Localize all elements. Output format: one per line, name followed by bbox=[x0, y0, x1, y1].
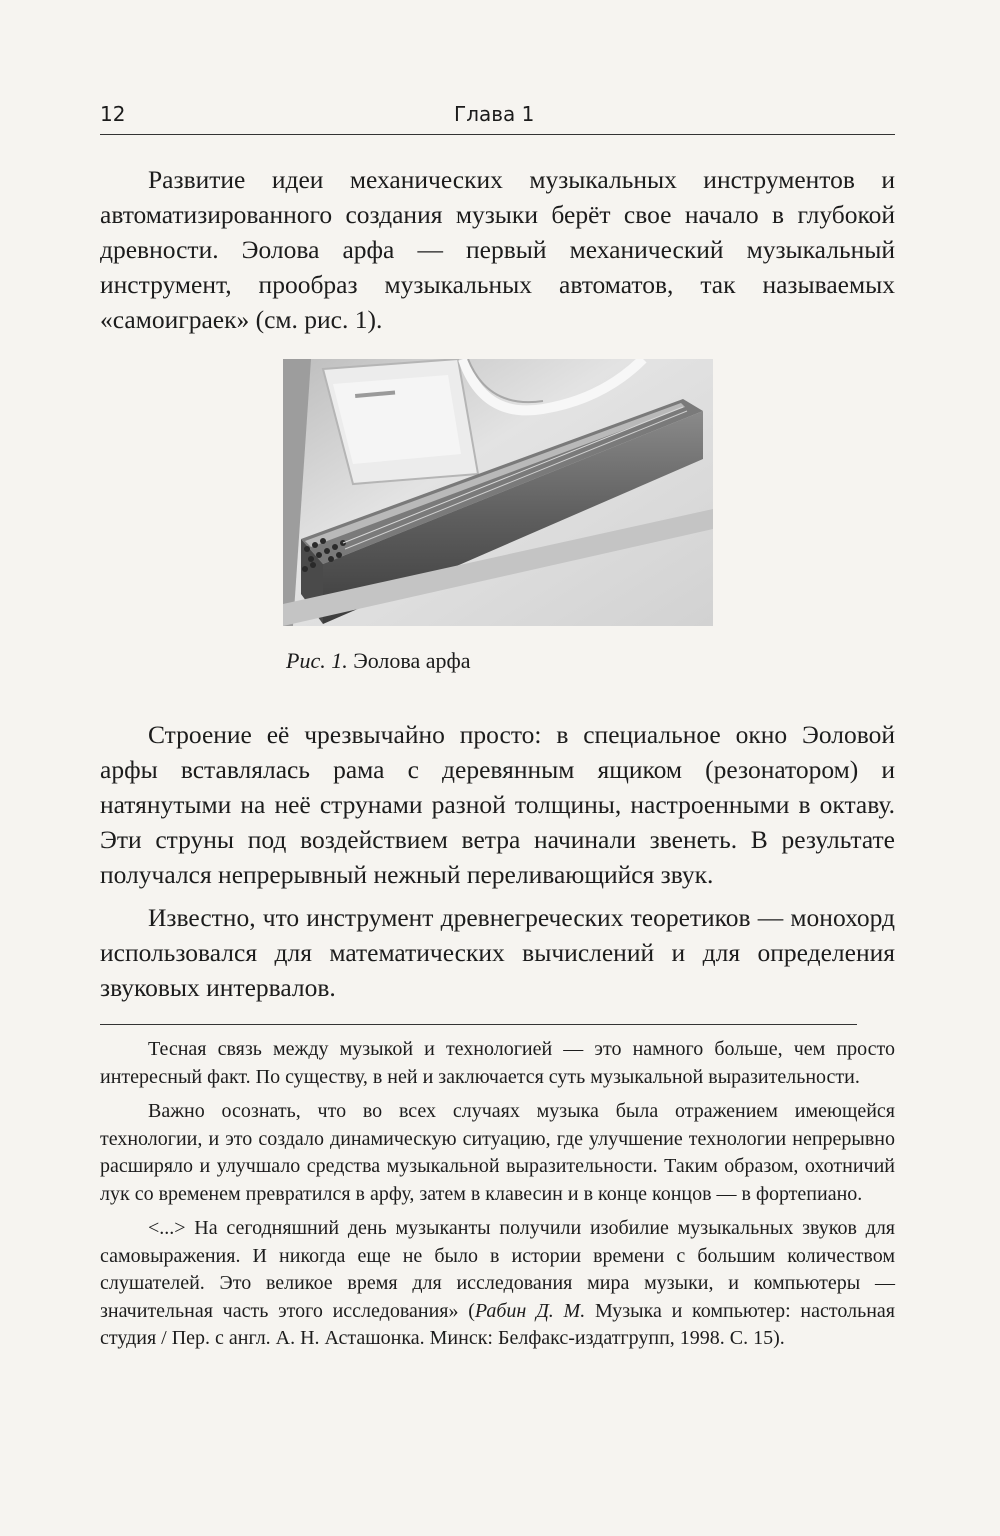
footnote-paragraph-2: Важно осознать, что во всех случаях музыка была отражением имеющейся технологии, и это создало динамическую ситуацию, где улучшение технологии непрерывно расширяло и улучшало средства музыкальной выразительности. Таким образом, охотничий лук со временем превратился в арфу, затем в клавесин и в конце концов — в фортепиано. bbox=[100, 1100, 895, 1205]
figure-caption bbox=[286, 648, 471, 674]
intro-section bbox=[100, 162, 895, 337]
monochord-paragraph: Известно, что инструмент древнегреческих теоретиков — монохорд использовался для математических вычислений и для определения звуковых интервалов. bbox=[100, 903, 895, 1002]
page-header bbox=[100, 100, 895, 135]
citation-author: Рабин Д. М. bbox=[474, 1299, 586, 1322]
harp-structure-paragraph: Строение её чрезвычайно просто: в специальное окно Эоловой арфы вставлялась рама с деревянным ящиком (резонатором) и натянутыми на неё струнами разной толщины, настроенными в октаву. Эти струны под воздействием ветра начинали звенеть. В результате получался непрерывный нежный переливающийся звук. bbox=[100, 720, 895, 889]
citation-details: Музыка и компьютер: настольная студия / Пер. с англ. А. Н. Асташонка. Минск: Белфакс-издатгрупп, 1998. С. 15). bbox=[100, 1299, 895, 1349]
footnote-quote: <...> На сегодняшний день музыканты получили изобилие музыкальных звуков для самовыражения. И никогда еще не было в истории времени с большим количеством слушателей. Это великое время для исследования мира музыки, и компьютеры — значительная часть этого исследования» ( bbox=[100, 1217, 895, 1322]
footnote-separator bbox=[100, 1024, 857, 1025]
aeolian-harp-photo bbox=[283, 359, 713, 626]
aeolian-harp-illustration bbox=[283, 359, 713, 626]
footnote-paragraph-3 bbox=[100, 1215, 895, 1353]
harp-description-section bbox=[100, 717, 895, 1005]
intro-paragraph: Развитие идеи механических музыкальных инструментов и автоматизированного создания музыки берёт свое начало в глубокой древности. Эолова арфа — первый механический музыкальный инструмент, прообраз музыкальных автоматов, так называемых «самоиграек» (см. рис. 1). bbox=[100, 165, 895, 334]
footnote-paragraph-1: Тесная связь между музыкой и технологией — это намного больше, чем просто интересный факт. По существу, в ней и заключается суть музыкальной выразительности. bbox=[100, 1038, 895, 1088]
footnote-block bbox=[100, 1036, 895, 1353]
running-head: Глава 1 bbox=[454, 102, 535, 126]
page-number: 12 bbox=[100, 102, 126, 126]
figure-label: Рис. 1. bbox=[286, 648, 348, 673]
figure-title: Эолова арфа bbox=[353, 648, 471, 673]
